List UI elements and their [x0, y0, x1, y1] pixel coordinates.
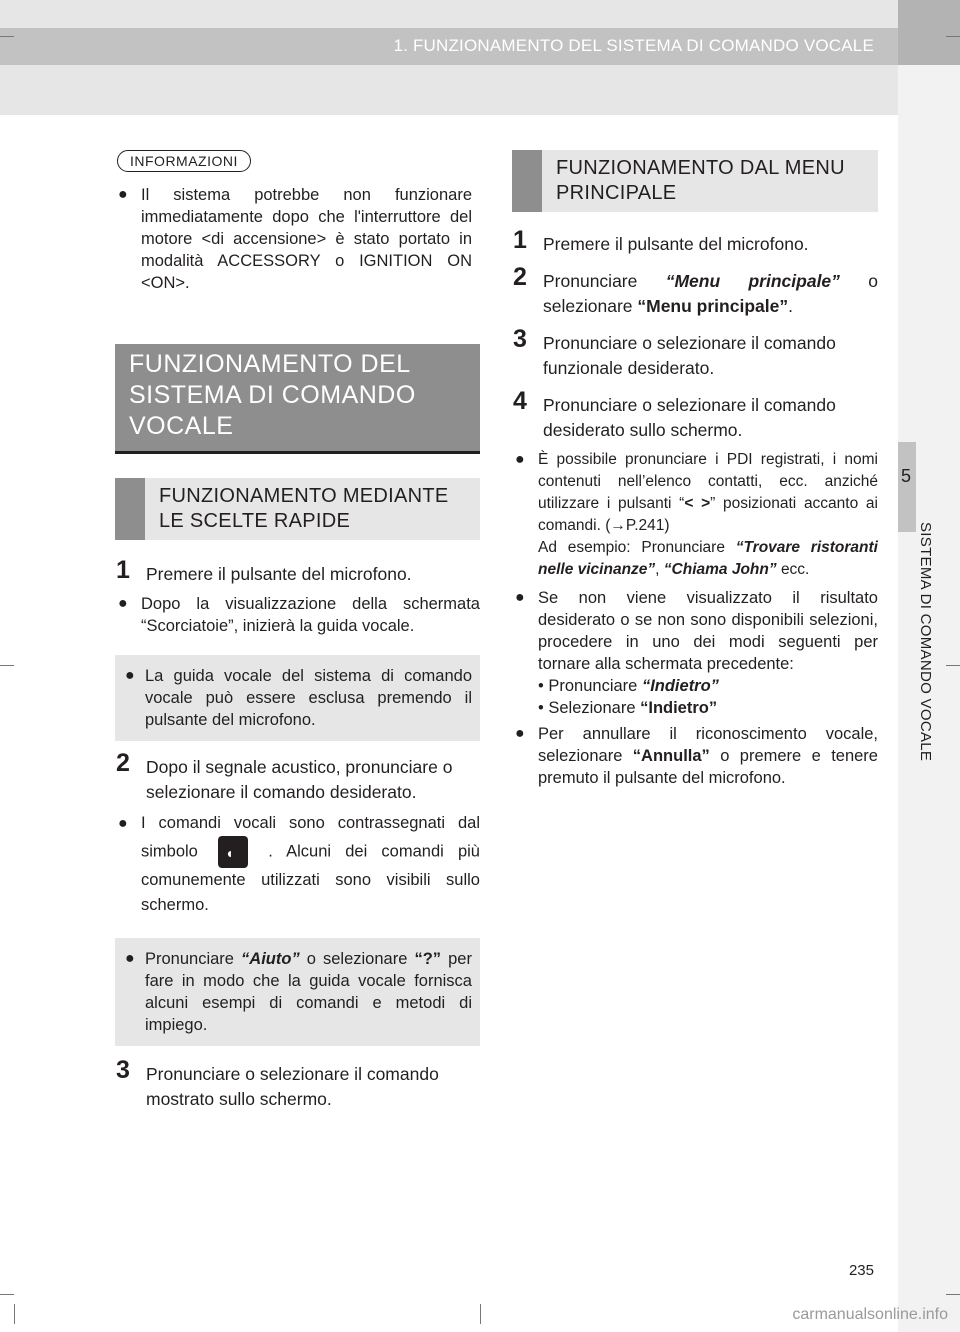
example-command: “Chiama John”	[663, 561, 777, 578]
left-column	[115, 150, 480, 1112]
step-text: .	[788, 296, 793, 316]
step-text: Pronunciare o selezionare il comando funzionale desiderato.	[543, 333, 836, 378]
chapter-side-label: SISTEMA DI COMANDO VOCALE	[917, 522, 934, 762]
bullet-text: ecc.	[780, 561, 810, 578]
step-2	[115, 749, 480, 805]
step-1-bullet	[115, 593, 480, 637]
crop-mark	[0, 665, 14, 666]
step-1	[512, 226, 878, 257]
info-text: Il sistema potrebbe non funzionare immediatamente dopo che l'interruttore del motore <di accensione> è stato portato in modalità ACCESSORY o IGNITION ON <ON>.	[141, 186, 472, 292]
note-text: per fare in modo che la guida vocale fornisca alcuni esempi di comandi e metodi di impiego.	[145, 950, 472, 1034]
note-keyword: “?”	[414, 950, 442, 968]
step-text: Pronunciare	[543, 271, 638, 291]
step-4	[512, 387, 878, 443]
watermark: carmanualsonline.info	[792, 1306, 948, 1323]
bullet-icon: ●	[118, 815, 128, 832]
crop-mark	[946, 665, 960, 666]
crop-mark	[946, 1294, 960, 1295]
bullet-cancel	[512, 723, 878, 789]
step-text: o selezionare	[543, 271, 878, 316]
bullet-text: Ad esempio: Pronunciare	[538, 539, 725, 556]
chapter-number-box	[898, 442, 916, 532]
step-3	[512, 325, 878, 381]
step-2	[512, 263, 878, 319]
step-1	[115, 556, 480, 587]
option-keyword: “Indietro”	[641, 677, 719, 695]
bullet-text: o premere e tenere premuto il pulsante del microfono.	[538, 747, 878, 787]
crop-mark	[0, 1294, 14, 1295]
bullet-icon: ●	[515, 451, 525, 468]
step-3	[115, 1056, 480, 1112]
bullet-icon: ●	[118, 595, 128, 612]
step-text: Premere il pulsante del microfono.	[146, 564, 412, 584]
voice-command-icon	[218, 836, 248, 868]
step-number: 3	[513, 325, 527, 353]
bullet-back	[512, 587, 878, 719]
step-number: 1	[116, 556, 130, 584]
bullet-text: ,	[655, 561, 660, 578]
running-header: 1. FUNZIONAMENTO DEL SISTEMA DI COMANDO VOCALE	[393, 36, 874, 55]
step-text: Premere il pulsante del microfono.	[543, 234, 809, 254]
crop-mark	[14, 1304, 15, 1324]
bullet-icon: ●	[118, 186, 128, 203]
step-number: 2	[513, 263, 527, 291]
crop-mark	[480, 1304, 481, 1324]
bullet-icon: ●	[515, 589, 525, 606]
subsection-title: FUNZIONAMENTO MEDIANTE LE SCELTE RAPIDE	[115, 478, 480, 540]
section-title: FUNZIONAMENTO DEL SISTEMA DI COMANDO VOCALE	[115, 344, 480, 454]
option-keyword: “Indietro”	[640, 699, 718, 717]
example-command: “Trovare ristoranti nelle vicinanze”	[538, 539, 878, 578]
step-text: Pronunciare o selezionare il comando desiderato sullo schermo.	[543, 395, 836, 440]
note-box	[115, 655, 480, 741]
bullet-text: Se non viene visualizzato il risultato desiderato o se non sono disponibili selezioni, procedere in uno dei modi seguenti per tornare alla schermata precedente:	[538, 589, 878, 673]
note-keyword: “Aiuto”	[241, 950, 300, 968]
bullet-text: . Alcuni dei comandi più comunemente utilizzati sono visibili sullo schermo.	[141, 842, 480, 914]
page-number: 235	[848, 1262, 874, 1279]
option-text: • Pronunciare	[538, 677, 638, 695]
info-bullet	[115, 184, 480, 294]
chapter-number: 5	[901, 466, 912, 486]
subsection-title: FUNZIONAMENTO DAL MENU PRINCIPALE	[512, 150, 878, 212]
bullet-text: I comandi vocali sono contrassegnati dal simbolo	[141, 814, 480, 861]
note-text: Pronunciare	[145, 950, 234, 968]
note-bullet	[115, 665, 472, 731]
bullet-text: Per annullare il riconoscimento vocale, selezionare	[538, 725, 878, 765]
note-text: o selezionare	[306, 950, 408, 968]
bullet-icon: ●	[515, 725, 525, 742]
bullet-keyword: “Annulla”	[632, 747, 710, 765]
bullet-text: È possibile pronunciare i PDI registrati, i nomi contenuti nell’elenco contatti, ecc. anziché utilizzare i pulsanti “	[538, 451, 878, 512]
crop-mark	[946, 36, 960, 37]
arrow-buttons-symbol: < >	[684, 495, 711, 512]
step-number: 4	[513, 387, 527, 415]
step-keyword: “Menu principale”	[637, 296, 789, 316]
step-number: 1	[513, 226, 527, 254]
note-box	[115, 938, 480, 1046]
bullet-poi	[512, 449, 878, 581]
step-text: Pronunciare o selezionare il comando mostrato sullo schermo.	[146, 1064, 439, 1109]
step-number: 2	[116, 749, 130, 777]
option-text: • Selezionare	[538, 699, 636, 717]
chapter-tab-top	[898, 0, 960, 65]
note-text: La guida vocale del sistema di comando vocale può essere esclusa premendo il pulsante del microfono.	[145, 667, 472, 729]
bullet-icon: ●	[125, 667, 135, 684]
bullet-text: ” posizionati accanto ai comandi. (→P.241)	[538, 495, 878, 534]
bullet-text: Dopo la visualizzazione della schermata “Scorciatoie”, inizierà la guida vocale.	[141, 595, 480, 635]
step-keyword: “Menu principale”	[665, 271, 840, 291]
step-text: Dopo il segnale acustico, pronunciare o selezionare il comando desiderato.	[146, 757, 453, 802]
crop-mark	[0, 36, 14, 37]
bullet-icon: ●	[125, 950, 135, 967]
right-column	[512, 150, 878, 789]
note-bullet	[115, 948, 472, 1036]
step-2-bullet	[115, 811, 480, 918]
step-number: 3	[116, 1056, 130, 1084]
info-badge: INFORMAZIONI	[117, 150, 251, 172]
